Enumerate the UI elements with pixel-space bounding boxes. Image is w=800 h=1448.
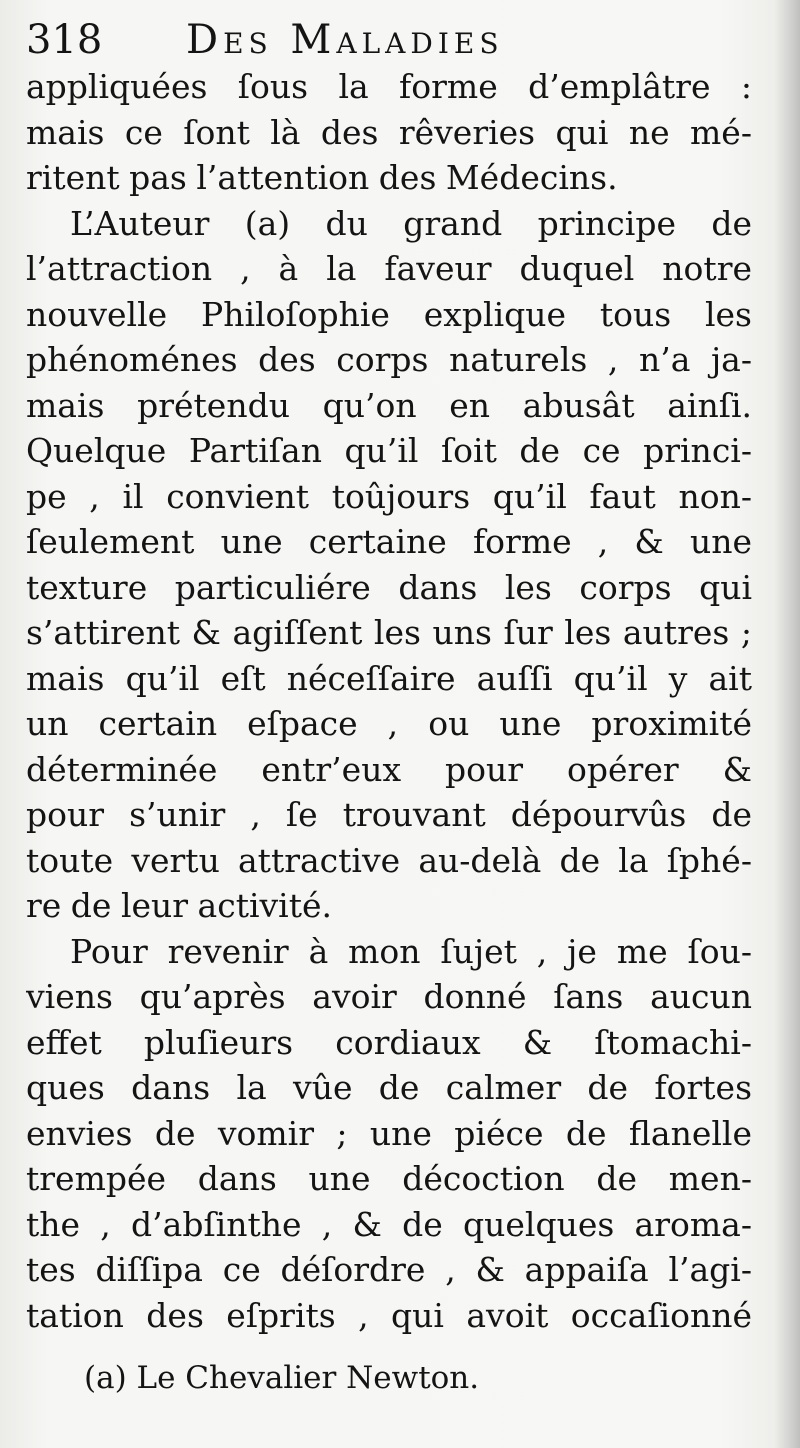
- text-line: Quelque Partiſan qu’il ſoit de ce princi-: [26, 431, 752, 470]
- text-line: effet pluſieurs cordiaux & ſtomachi-: [26, 1022, 752, 1062]
- text-line: toute vertu attractive au-delà de la ſphé-: [26, 840, 752, 880]
- text-line: ſeulement une certaine forme , & une: [26, 522, 752, 561]
- text-line: trempée dans une décoction de men-: [26, 1159, 752, 1198]
- footnote: (a) Le Chevalier Newton.: [84, 1360, 480, 1396]
- text-line: appliquées ſous la forme d’emplâtre :: [26, 67, 752, 106]
- text-line: texture particuliére dans les corps qui: [26, 567, 752, 607]
- text-line: tes diſſipa ce déſordre , & appaiſa l’agi-: [26, 1250, 752, 1289]
- text-line: L’Auteur (a) du grand principe de: [70, 203, 752, 243]
- text-line: s’attirent & agiſſent les uns ſur les autres ;: [26, 613, 752, 652]
- page-edge-shadow: [774, 0, 800, 1448]
- text-line: envies de vomir ; une piéce de flanelle: [26, 1113, 752, 1153]
- text-line: un certain eſpace , ou une proximité: [26, 704, 752, 743]
- text-line: mais qu’il eſt néceſſaire auſſi qu’il y ait: [26, 658, 752, 698]
- text-line: phénoménes des corps naturels , n’a ja-: [26, 340, 752, 379]
- text-line: the , d’abſinthe , & de quelques aroma-: [26, 1204, 752, 1244]
- text-line: nouvelle Philoſophie explique tous les: [26, 294, 752, 334]
- text-line: Pour revenir à mon ſujet , je me ſou-: [70, 931, 752, 971]
- text-line: re de leur activité.: [26, 886, 332, 925]
- text-line: ques dans la vûe de calmer de fortes: [26, 1068, 752, 1107]
- running-title: Des Maladies: [186, 17, 504, 63]
- text-line: pe , il convient toûjours qu’il faut non-: [26, 476, 752, 516]
- text-line: tation des eſprits , qui avoit occaſionné: [26, 1295, 752, 1335]
- text-line: mais ce ſont là des rêveries qui ne mé-: [26, 112, 752, 152]
- text-line: mais prétendu qu’on en abusât ainſi.: [26, 385, 752, 425]
- page-header: [26, 10, 766, 70]
- text-line: l’attraction , à la faveur duquel notre: [26, 249, 752, 288]
- body-text: [26, 64, 752, 1338]
- text-line: viens qu’après avoir donné ſans aucun: [26, 977, 752, 1016]
- text-line: ritent pas l’attention des Médecins.: [26, 158, 618, 197]
- page-number: 318: [26, 17, 103, 63]
- text-line: déterminée entr’eux pour opérer &: [26, 749, 752, 789]
- text-line: pour s’unir , ſe trouvant dépourvûs de: [26, 795, 752, 834]
